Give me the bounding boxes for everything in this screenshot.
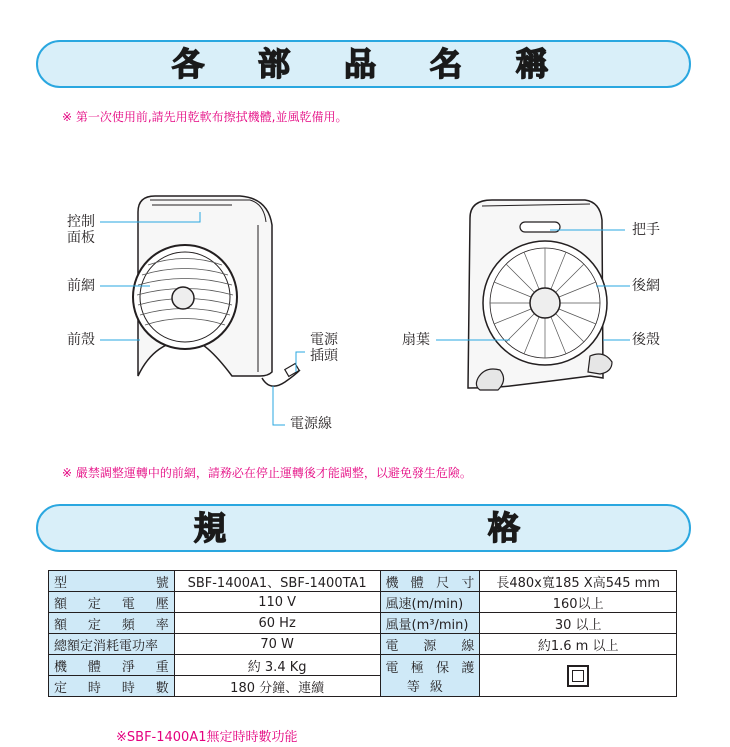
wind-speed-value: 160以上 [480, 592, 677, 613]
air-volume-value: 30 以上 [480, 613, 677, 634]
protection-class-label: 電 極 保 護 等級 [380, 655, 480, 697]
back-fan-illustration [468, 200, 612, 390]
weight-value: 約 3.4 Kg [174, 655, 380, 676]
voltage-label: 額 定 電 壓 [49, 592, 175, 613]
front-shell-label: 前殼 [67, 332, 95, 348]
control-panel-label: 控制 面板 [67, 214, 95, 246]
handle-label: 把手 [632, 222, 660, 238]
spec-title-char: 規 [194, 509, 227, 547]
before-use-note: ※ 第一次使用前,請先用乾軟布擦拭機體,並風乾備用。 [62, 110, 348, 124]
wind-speed-label: 風速(m/min) [380, 592, 480, 613]
table-row [49, 592, 677, 613]
safety-warning-note: ※ 嚴禁調整運轉中的前網，請務必在停止運轉後才能調整，以避免發生危險。 [62, 466, 472, 480]
air-volume-label: 風量(m³/min) [380, 613, 480, 634]
banner-title-char: 部 [258, 45, 291, 83]
timer-value: 180 分鐘、連續 [174, 676, 380, 697]
front-grille-label: 前網 [67, 278, 95, 294]
front-fan-illustration [133, 196, 300, 386]
cord-length-label: 電 源 線 [380, 634, 480, 655]
power-consumption-value: 70 W [174, 634, 380, 655]
banner-title-char: 各 [172, 45, 205, 83]
table-row [49, 571, 677, 592]
frequency-label: 額 定 頻 率 [49, 613, 175, 634]
banner-title-char: 稱 [516, 45, 549, 83]
timer-footnote: ※SBF-1400A1無定時時數功能 [116, 730, 298, 745]
weight-label: 機 體 淨 重 [49, 655, 175, 676]
blade-label: 扇葉 [402, 332, 430, 348]
size-label: 機 體 尺 寸 [380, 571, 480, 592]
table-row [49, 634, 677, 655]
table-row [49, 613, 677, 634]
plug-label: 電源 插頭 [310, 332, 338, 364]
power-cord-label: 電源線 [290, 416, 332, 432]
table-row [49, 655, 677, 676]
spec-banner [36, 504, 691, 552]
cord-length-value: 約1.6 m 以上 [480, 634, 677, 655]
spec-title-char: 格 [488, 509, 521, 547]
protection-class-value [480, 655, 677, 697]
rear-shell-label: 後殼 [632, 332, 660, 348]
voltage-value: 110 V [174, 592, 380, 613]
model-value: SBF-1400A1、SBF-1400TA1 [174, 571, 380, 592]
timer-label: 定 時 時 數 [49, 676, 175, 697]
double-insulation-icon [567, 665, 589, 687]
frequency-value: 60 Hz [174, 613, 380, 634]
power-consumption-label: 總額定消耗電功率 [49, 634, 175, 655]
rear-grille-label: 後網 [632, 278, 660, 294]
spec-table [48, 570, 677, 697]
banner-title-char: 名 [430, 45, 463, 83]
banner-title-char: 品 [344, 45, 377, 83]
size-value: 長480x寬185 X高545 mm [480, 571, 677, 592]
model-label: 型 號 [49, 571, 175, 592]
